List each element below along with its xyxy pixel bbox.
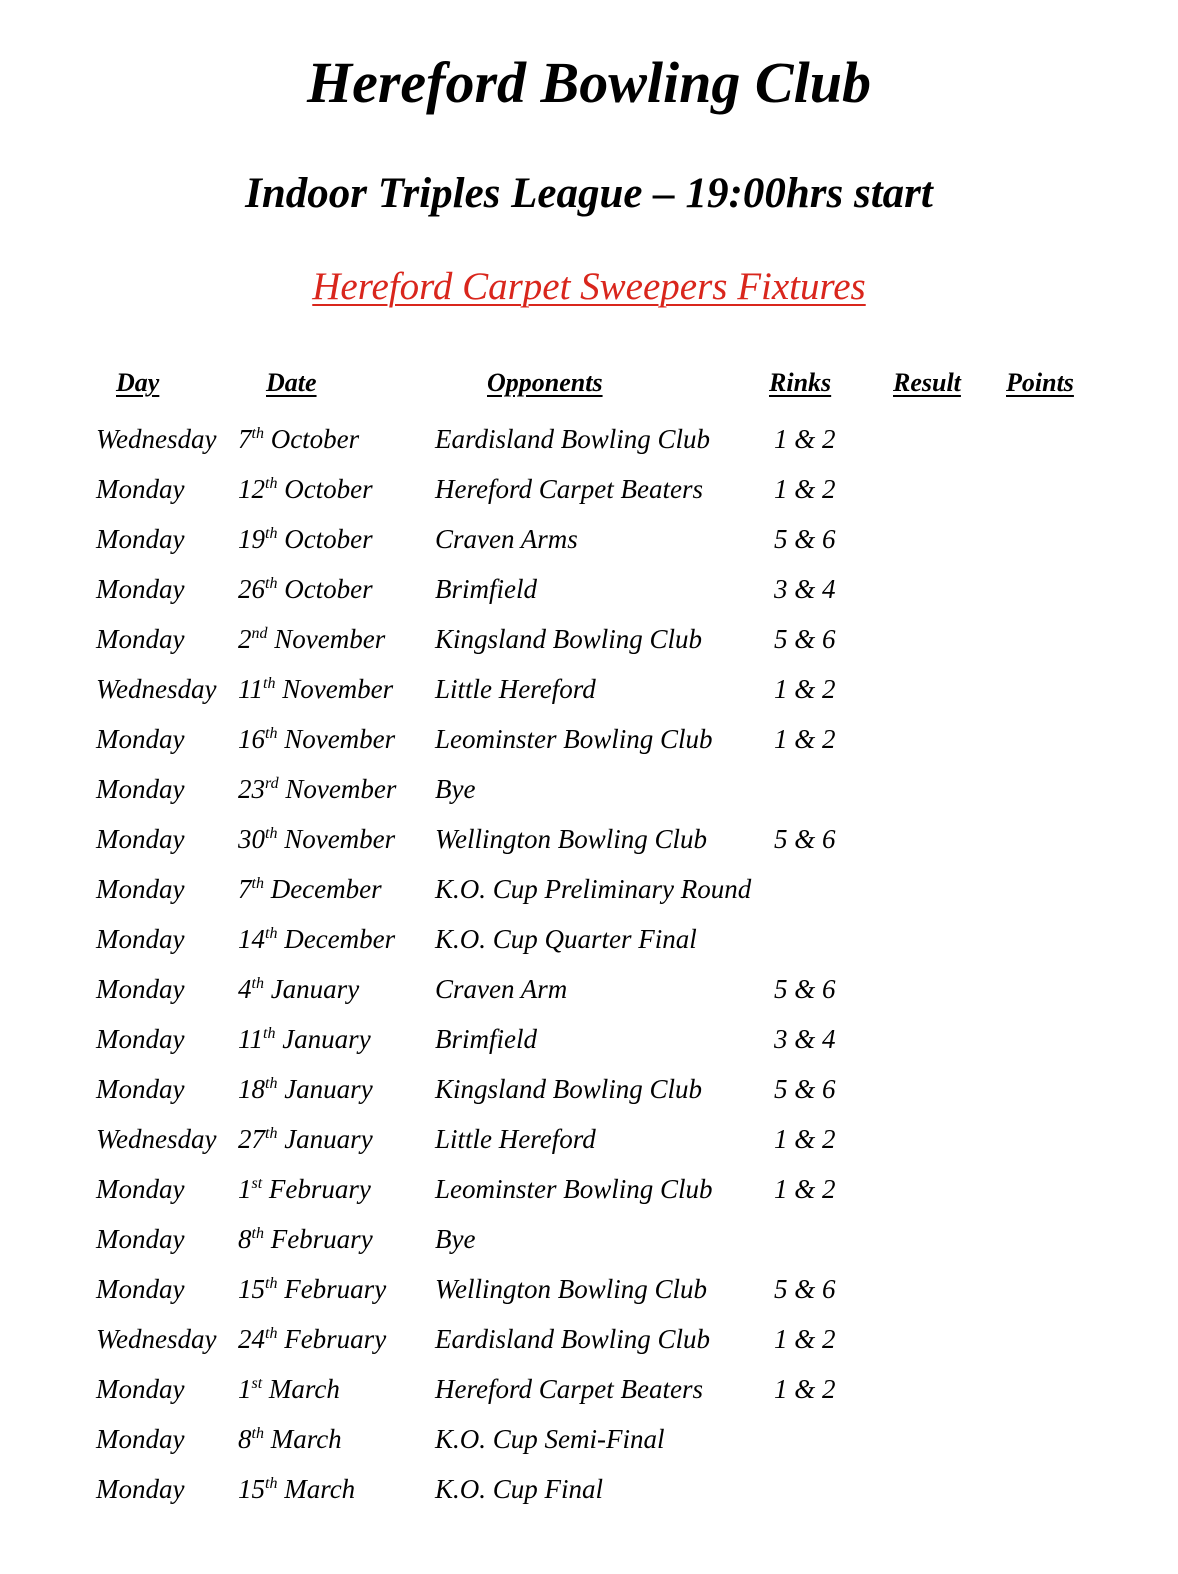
fixture-date-day-number: 19 xyxy=(238,524,265,554)
fixture-date-day-number: 7 xyxy=(238,424,252,454)
fixture-row xyxy=(0,471,1178,521)
fixture-date-day-number: 1 xyxy=(238,1374,252,1404)
fixture-date-month: October xyxy=(284,574,373,604)
fixture-date-day-number: 27 xyxy=(238,1124,265,1154)
fixture-day: Monday xyxy=(96,1024,185,1054)
fixture-row xyxy=(0,1021,1178,1071)
fixture-date-ordinal-suffix: th xyxy=(265,1075,278,1092)
fixture-opponent: K.O. Cup Preliminary Round xyxy=(435,874,752,904)
fixture-row xyxy=(0,821,1178,871)
fixture-date xyxy=(238,671,393,707)
fixture-row xyxy=(0,1221,1178,1271)
fixture-day: Monday xyxy=(96,824,185,854)
column-header-opponents: Opponents xyxy=(487,368,603,397)
fixture-date-day-number: 1 xyxy=(238,1174,252,1204)
fixture-rinks: 5 & 6 xyxy=(774,1074,836,1104)
fixture-date xyxy=(238,971,359,1007)
fixture-date-ordinal-suffix: th xyxy=(265,725,278,742)
fixture-rinks: 5 & 6 xyxy=(774,624,836,654)
column-header-points: Points xyxy=(1006,368,1074,397)
fixture-date xyxy=(238,1071,373,1107)
fixture-opponent: Bye xyxy=(435,774,476,804)
fixture-date-ordinal-suffix: th xyxy=(251,425,264,442)
fixture-day: Wednesday xyxy=(96,674,217,704)
fixture-date-month: February xyxy=(268,1174,371,1204)
fixture-row xyxy=(0,521,1178,571)
fixture-date-day-number: 24 xyxy=(238,1324,265,1354)
fixture-day: Monday xyxy=(96,1074,185,1104)
fixture-date xyxy=(238,1421,342,1457)
fixture-date-month: February xyxy=(270,1224,373,1254)
column-header-day: Day xyxy=(116,368,160,397)
fixture-date-day-number: 14 xyxy=(238,924,265,954)
fixture-opponent: Brimfield xyxy=(435,1024,537,1054)
fixture-opponent: Wellington Bowling Club xyxy=(435,1274,708,1304)
fixture-day: Monday xyxy=(96,924,185,954)
fixture-date-day-number: 15 xyxy=(238,1474,265,1504)
fixture-date xyxy=(238,1271,386,1307)
fixture-date-ordinal-suffix: th xyxy=(265,1475,278,1492)
fixture-row xyxy=(0,871,1178,921)
fixture-opponent: Little Hereford xyxy=(435,674,596,704)
fixture-date-day-number: 23 xyxy=(238,774,265,804)
fixture-rinks: 5 & 6 xyxy=(774,1274,836,1304)
fixture-row xyxy=(0,1371,1178,1421)
fixture-day: Monday xyxy=(96,774,185,804)
fixture-date-ordinal-suffix: th xyxy=(251,1225,264,1242)
fixture-day: Monday xyxy=(96,474,185,504)
fixture-rinks: 1 & 2 xyxy=(774,1324,836,1354)
fixture-row xyxy=(0,1071,1178,1121)
fixture-row xyxy=(0,921,1178,971)
fixture-date xyxy=(238,771,396,807)
fixture-rinks: 1 & 2 xyxy=(774,474,836,504)
fixture-row xyxy=(0,1421,1178,1471)
fixture-date-ordinal-suffix: th xyxy=(265,925,278,942)
fixture-row xyxy=(0,671,1178,721)
fixture-date-day-number: 26 xyxy=(238,574,265,604)
fixture-opponent: Leominster Bowling Club xyxy=(435,1174,713,1204)
fixture-date-day-number: 2 xyxy=(238,624,252,654)
fixture-day: Wednesday xyxy=(96,1124,217,1154)
fixture-date-month: October xyxy=(284,524,373,554)
fixture-date xyxy=(238,621,385,657)
fixture-opponent: Little Hereford xyxy=(435,1124,596,1154)
fixture-date xyxy=(238,1321,386,1357)
fixture-rinks: 3 & 4 xyxy=(774,574,836,604)
fixture-day: Monday xyxy=(96,574,185,604)
fixture-date xyxy=(238,521,373,557)
fixture-opponent: Craven Arm xyxy=(435,974,568,1004)
fixture-date-month: November xyxy=(282,674,394,704)
fixture-date-ordinal-suffix: nd xyxy=(251,625,268,642)
fixture-date xyxy=(238,1171,371,1207)
fixture-opponent: Bye xyxy=(435,1224,476,1254)
fixture-date-month: December xyxy=(270,874,382,904)
fixture-day: Monday xyxy=(96,874,185,904)
fixtures-heading: Hereford Carpet Sweepers Fixtures xyxy=(312,265,866,308)
fixture-date-month: November xyxy=(274,624,386,654)
fixture-date xyxy=(238,921,395,957)
fixture-date-month: November xyxy=(284,724,396,754)
fixtures-table-body xyxy=(0,421,1178,1521)
fixture-date-ordinal-suffix: th xyxy=(265,1275,278,1292)
fixture-row xyxy=(0,571,1178,621)
fixture-date-month: October xyxy=(284,474,373,504)
fixture-row xyxy=(0,721,1178,771)
fixture-date-ordinal-suffix: th xyxy=(265,475,278,492)
fixture-date xyxy=(238,1121,373,1157)
fixture-date-month: March xyxy=(268,1374,340,1404)
fixture-date-day-number: 8 xyxy=(238,1424,252,1454)
fixture-date-ordinal-suffix: th xyxy=(265,1325,278,1342)
fixture-date-month: March xyxy=(270,1424,342,1454)
fixture-row xyxy=(0,621,1178,671)
fixture-date xyxy=(238,471,373,507)
fixture-date-ordinal-suffix: rd xyxy=(265,775,279,792)
fixture-date-month: November xyxy=(284,824,396,854)
fixture-rinks: 1 & 2 xyxy=(774,424,836,454)
fixture-row xyxy=(0,421,1178,471)
fixture-rinks: 3 & 4 xyxy=(774,1024,836,1054)
fixture-opponent: Eardisland Bowling Club xyxy=(435,424,711,454)
fixture-row xyxy=(0,1471,1178,1521)
fixture-date xyxy=(238,871,382,907)
fixture-day: Monday xyxy=(96,1174,185,1204)
fixture-day: Monday xyxy=(96,1224,185,1254)
fixture-date xyxy=(238,571,373,607)
fixture-date xyxy=(238,1221,373,1257)
fixture-rinks: 5 & 6 xyxy=(774,824,836,854)
fixture-date-month: March xyxy=(284,1474,356,1504)
fixture-day: Monday xyxy=(96,724,185,754)
fixture-opponent: K.O. Cup Semi-Final xyxy=(435,1424,665,1454)
fixture-date xyxy=(238,421,359,457)
fixture-opponent: Kingsland Bowling Club xyxy=(435,624,703,654)
fixture-rinks: 1 & 2 xyxy=(774,1374,836,1404)
fixture-day: Monday xyxy=(96,1424,185,1454)
fixture-opponent: Craven Arms xyxy=(435,524,578,554)
fixture-date-month: February xyxy=(284,1324,387,1354)
fixture-row xyxy=(0,771,1178,821)
fixture-date-day-number: 7 xyxy=(238,874,252,904)
fixture-day: Monday xyxy=(96,1374,185,1404)
fixture-date-ordinal-suffix: th xyxy=(263,675,276,692)
column-header-result: Result xyxy=(893,368,961,397)
fixture-date xyxy=(238,1471,355,1507)
fixture-date-day-number: 11 xyxy=(238,674,263,704)
fixture-rinks: 1 & 2 xyxy=(774,1174,836,1204)
fixture-date xyxy=(238,1021,371,1057)
fixture-date-month: January xyxy=(282,1024,371,1054)
fixture-opponent: Hereford Carpet Beaters xyxy=(435,474,703,504)
fixture-date-month: October xyxy=(270,424,360,454)
league-subtitle: Indoor Triples League – 19:00hrs start xyxy=(245,170,933,217)
fixture-date-ordinal-suffix: th xyxy=(265,825,278,842)
fixture-date-ordinal-suffix: th xyxy=(251,875,264,892)
fixture-date-ordinal-suffix: th xyxy=(263,1025,276,1042)
column-header-date: Date xyxy=(266,368,317,397)
fixture-rinks: 1 & 2 xyxy=(774,674,836,704)
fixture-row xyxy=(0,1321,1178,1371)
fixture-date xyxy=(238,821,395,857)
fixture-date-ordinal-suffix: th xyxy=(251,975,264,992)
fixture-opponent: Kingsland Bowling Club xyxy=(435,1074,703,1104)
fixture-date-ordinal-suffix: th xyxy=(265,525,278,542)
fixture-day: Monday xyxy=(96,974,185,1004)
fixture-date xyxy=(238,721,395,757)
fixture-date-ordinal-suffix: th xyxy=(265,575,278,592)
fixture-row xyxy=(0,971,1178,1021)
fixture-rinks: 5 & 6 xyxy=(774,524,836,554)
fixture-date-month: December xyxy=(284,924,396,954)
fixture-day: Monday xyxy=(96,524,185,554)
fixture-day: Wednesday xyxy=(96,424,217,454)
fixture-opponent: Leominster Bowling Club xyxy=(435,724,713,754)
fixture-day: Monday xyxy=(96,624,185,654)
fixture-date-day-number: 16 xyxy=(238,724,265,754)
fixture-opponent: K.O. Cup Final xyxy=(435,1474,604,1504)
fixture-date-day-number: 11 xyxy=(238,1024,263,1054)
club-title: Hereford Bowling Club xyxy=(307,50,871,115)
fixture-date-ordinal-suffix: st xyxy=(251,1175,263,1192)
fixture-rinks: 1 & 2 xyxy=(774,1124,836,1154)
fixture-opponent: Hereford Carpet Beaters xyxy=(435,1374,703,1404)
column-header-rinks: Rinks xyxy=(769,368,832,397)
fixture-opponent: K.O. Cup Quarter Final xyxy=(435,924,697,954)
fixture-date-day-number: 12 xyxy=(238,474,265,504)
fixture-opponent: Wellington Bowling Club xyxy=(435,824,708,854)
fixture-date-day-number: 30 xyxy=(238,824,265,854)
fixture-row xyxy=(0,1121,1178,1171)
fixture-date-month: February xyxy=(284,1274,387,1304)
fixture-day: Monday xyxy=(96,1274,185,1304)
fixtures-table-header xyxy=(0,366,1178,402)
fixture-date-ordinal-suffix: th xyxy=(251,1425,264,1442)
fixture-opponent: Brimfield xyxy=(435,574,537,604)
fixture-day: Wednesday xyxy=(96,1324,217,1354)
fixture-date-ordinal-suffix: th xyxy=(265,1125,278,1142)
fixture-date xyxy=(238,1371,340,1407)
fixture-row xyxy=(0,1271,1178,1321)
fixture-opponent: Eardisland Bowling Club xyxy=(435,1324,711,1354)
fixture-date-month: January xyxy=(284,1124,373,1154)
fixture-date-day-number: 15 xyxy=(238,1274,265,1304)
fixture-date-month: November xyxy=(285,774,397,804)
fixture-date-day-number: 18 xyxy=(238,1074,265,1104)
fixture-rinks: 1 & 2 xyxy=(774,724,836,754)
fixture-row xyxy=(0,1171,1178,1221)
fixture-day: Monday xyxy=(96,1474,185,1504)
fixture-date-month: January xyxy=(284,1074,373,1104)
fixture-rinks: 5 & 6 xyxy=(774,974,836,1004)
fixture-date-day-number: 8 xyxy=(238,1224,252,1254)
fixture-date-day-number: 4 xyxy=(238,974,252,1004)
fixture-date-month: January xyxy=(270,974,360,1004)
fixture-date-ordinal-suffix: st xyxy=(251,1375,263,1392)
